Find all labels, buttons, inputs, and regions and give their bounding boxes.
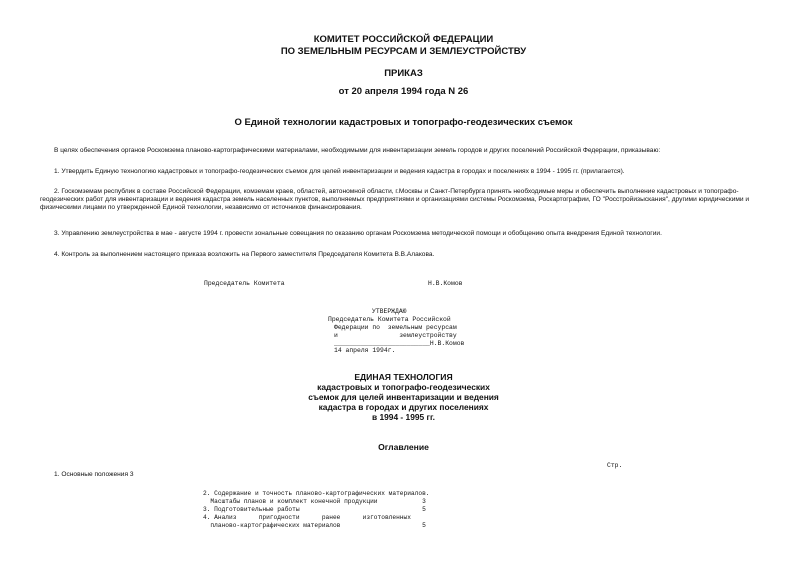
toc-line[interactable]: планово-картографических материалов 5 xyxy=(203,522,426,529)
technology-title-line1: ЕДИНАЯ ТЕХНОЛОГИЯ xyxy=(354,372,453,382)
doc-type: ПРИКАЗ xyxy=(384,68,423,79)
org-name-line2: ПО ЗЕМЕЛЬНЫМ РЕСУРСАМ И ЗЕМЛЕУСТРОЙСТВУ xyxy=(280,46,527,57)
toc-line[interactable]: Масштабы планов и комплект конечной продукции 3 xyxy=(203,498,426,505)
approval-line1: УТВЕРЖДАЮ xyxy=(372,308,407,315)
paragraph-4: 4. Контроль за выполнением настоящего приказа возложить на Первого заместителя Председателя Комитета В.В.Алакова. xyxy=(54,251,435,258)
toc-line[interactable]: 3. Подготовительные работы 5 xyxy=(203,506,426,513)
contents-heading: Оглавление xyxy=(378,442,429,452)
technology-title-line4: кадастра в городах и других поселениях xyxy=(318,402,489,412)
contents-page-label: Стр. xyxy=(607,462,623,469)
technology-title-line5: в 1994 - 1995 гг. xyxy=(372,412,435,422)
doc-subject: О Единой технологии кадастровых и топографо-геодезических съемок xyxy=(234,117,573,128)
org-name-line1: КОМИТЕТ РОССИЙСКОЙ ФЕДЕРАЦИИ xyxy=(313,34,494,45)
approval-date: 14 апреля 1994г. xyxy=(334,347,396,354)
doc-date: от 20 апреля 1994 года N 26 xyxy=(338,86,469,97)
approval-line2: Председатель Комитета Российской xyxy=(328,316,451,323)
approval-line5: _________________________Н.В.Комов xyxy=(334,340,465,347)
approval-line3: Федерации по земельным ресурсам xyxy=(334,324,457,331)
technology-title-line2: кадастровых и топографо-геодезических xyxy=(317,382,490,392)
paragraph-2: 2. Госкомземам республик в составе Российской Федерации, комземам краев, областей, автономной области, г.Москвы и Санкт-Петербурга принять необходимые меры и обеспечить выполнение кадастровых и топографо-геодезических работ для инвентаризации и ведения кадастра земель населенных пунктов, выполняемых предприятиями и организациями системы Роскомзема, Роскартографии, ГО "Росстройизыскания", другими юридическими и физическими лицами по утвержденной Единой технологии, независимо от источников финансирования. xyxy=(40,188,750,212)
paragraph-3: 3. Управлению землеустройства в мае - августе 1994 г. провести зональные совещания по оказанию органам Роскомзема методической помощи и обобщению опыта внедрения Единой технологии. xyxy=(54,230,662,237)
signature-name: Н.В.Комов xyxy=(428,280,463,287)
technology-title-line3: съемок для целей инвентаризации и ведения xyxy=(308,392,499,402)
toc-line[interactable]: 2. Содержание и точность планово-картографических материалов. xyxy=(203,490,430,497)
toc-line[interactable]: 4. Анализ пригодности ранее изготовленных xyxy=(203,514,411,521)
toc-item-1[interactable]: 1. Основные положения 3 xyxy=(54,471,134,478)
paragraph-intro: В целях обеспечения органов Роскомзема планово-картографическими материалами, необходимыми для инвентаризации земель городов и других поселений Российской Федерации, приказываю: xyxy=(54,147,661,154)
signature-position: Председатель Комитета xyxy=(204,280,285,287)
paragraph-1: 1. Утвердить Единую технологию кадастровых и топографо-геодезических съемок для целей инвентаризации и ведения кадастра в городах и поселениях в 1994 - 1995 гг. (прилагается). xyxy=(54,168,625,175)
approval-line4: и землеустройству xyxy=(334,332,457,339)
